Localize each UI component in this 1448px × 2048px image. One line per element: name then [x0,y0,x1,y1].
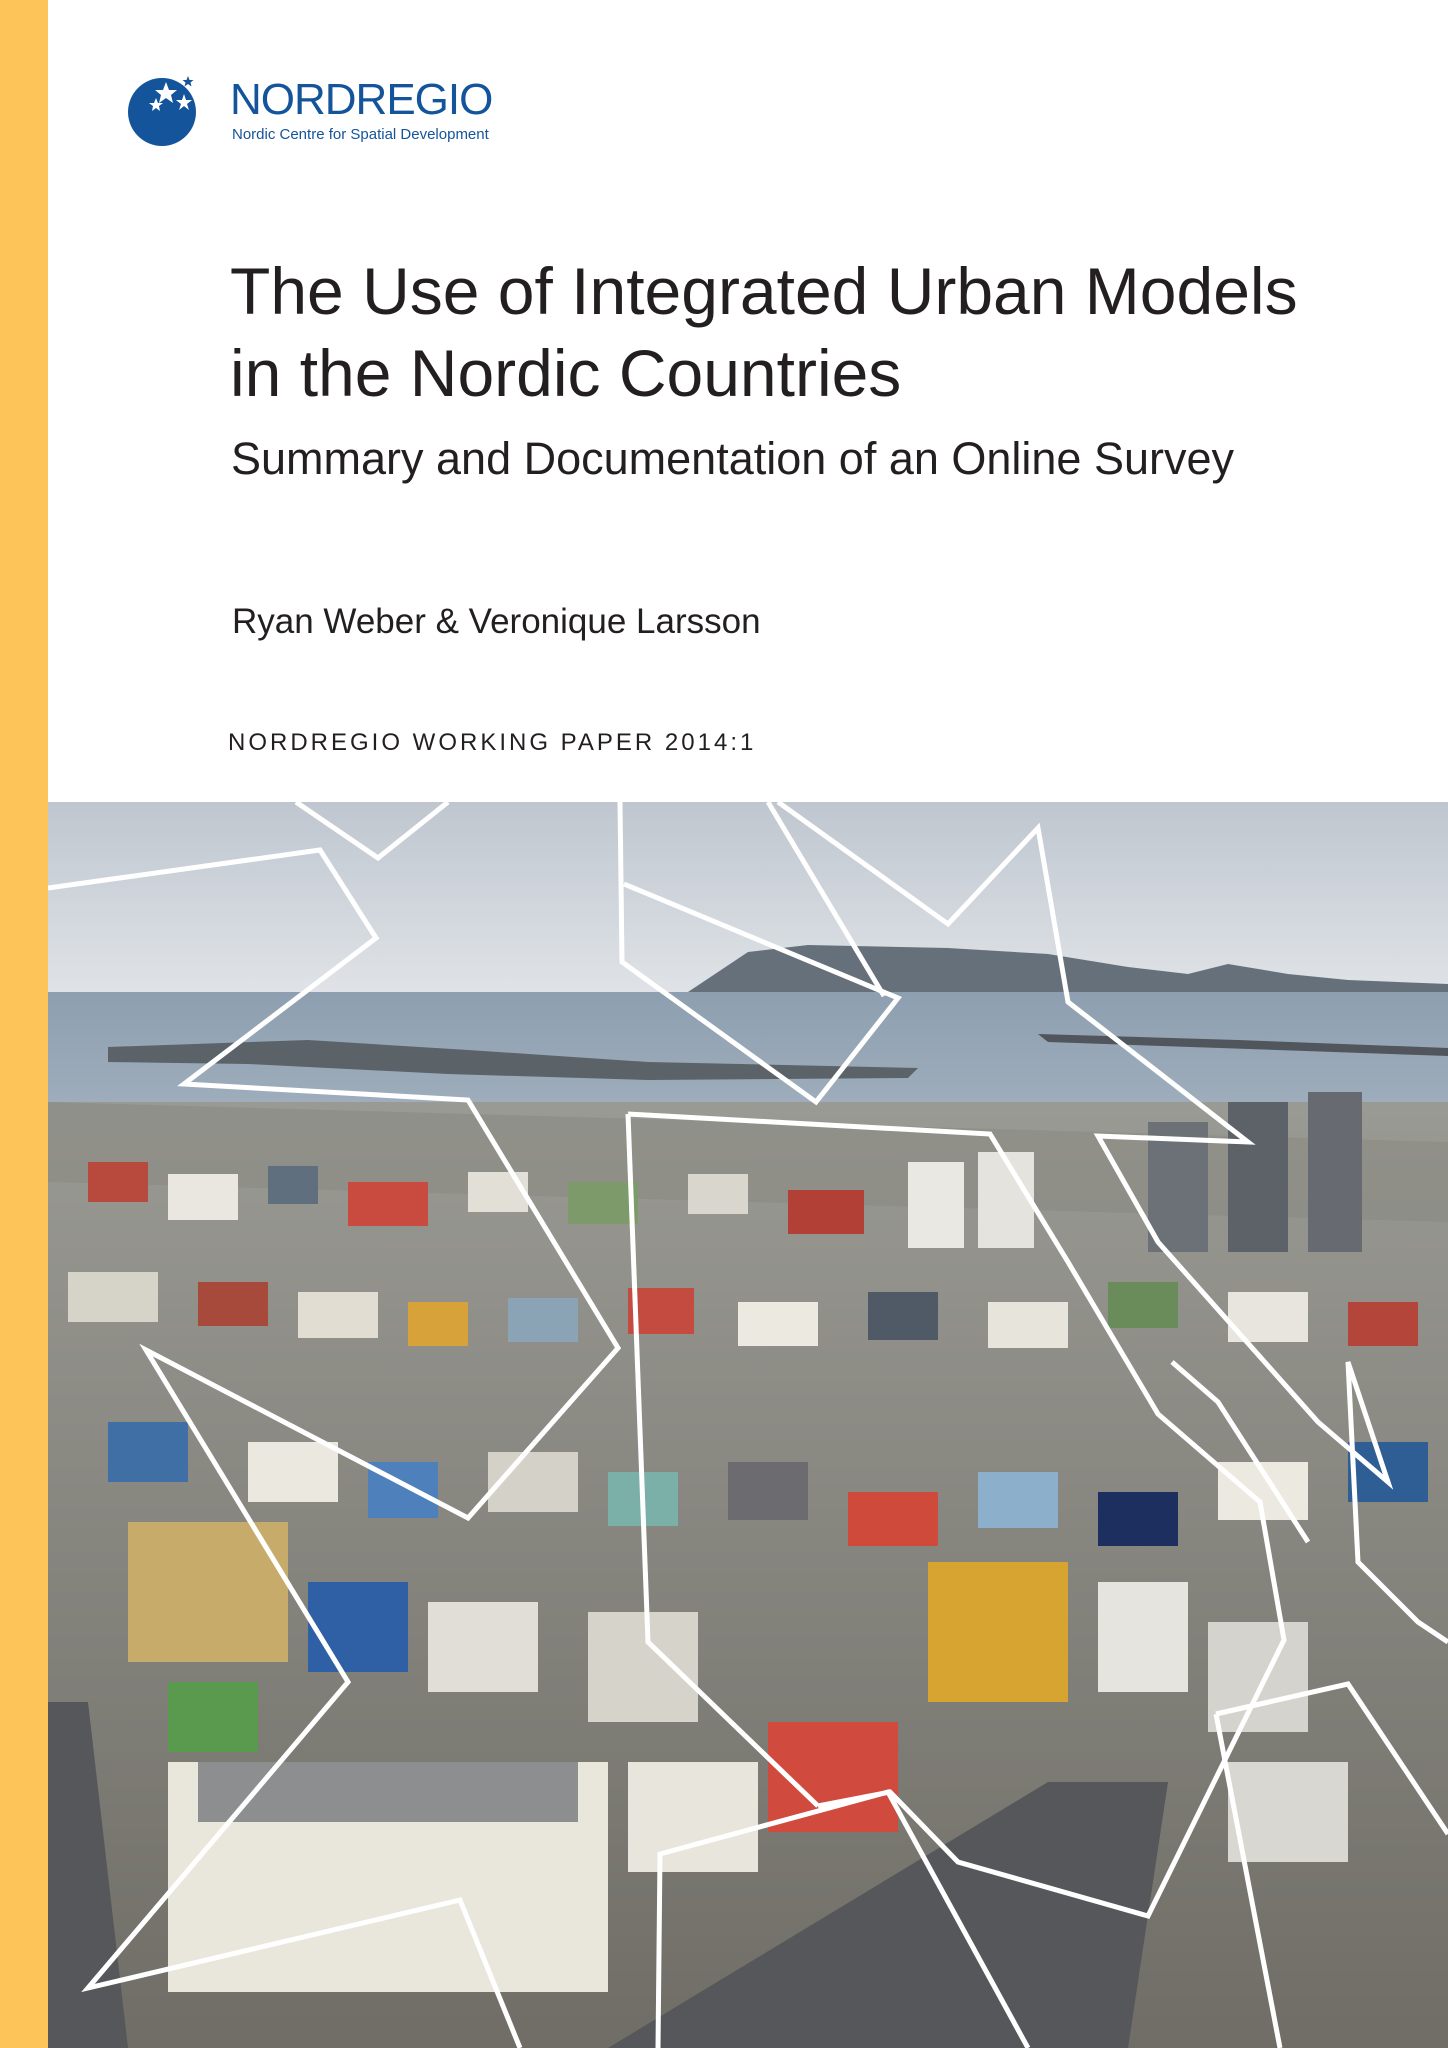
report-subtitle: Summary and Documentation of an Online Survey [231,433,1235,484]
side-stripe [0,0,48,2048]
publisher-name: NORDREGIO [230,75,493,124]
nordregio-logo [126,72,506,152]
authors: Ryan Weber & Veronique Larsson [232,602,761,641]
title-line-2: in the Nordic Countries [230,336,902,410]
aerial-city-harbour-photo [48,802,1448,2048]
cover-photo [48,802,1448,2048]
series-label: NORDREGIO WORKING PAPER 2014:1 [228,729,757,756]
title-line-1: The Use of Integrated Urban Models [230,254,1298,328]
globe-stars-icon [126,72,200,148]
report-title [230,250,1410,414]
publisher-tagline: Nordic Centre for Spatial Development [232,126,489,143]
